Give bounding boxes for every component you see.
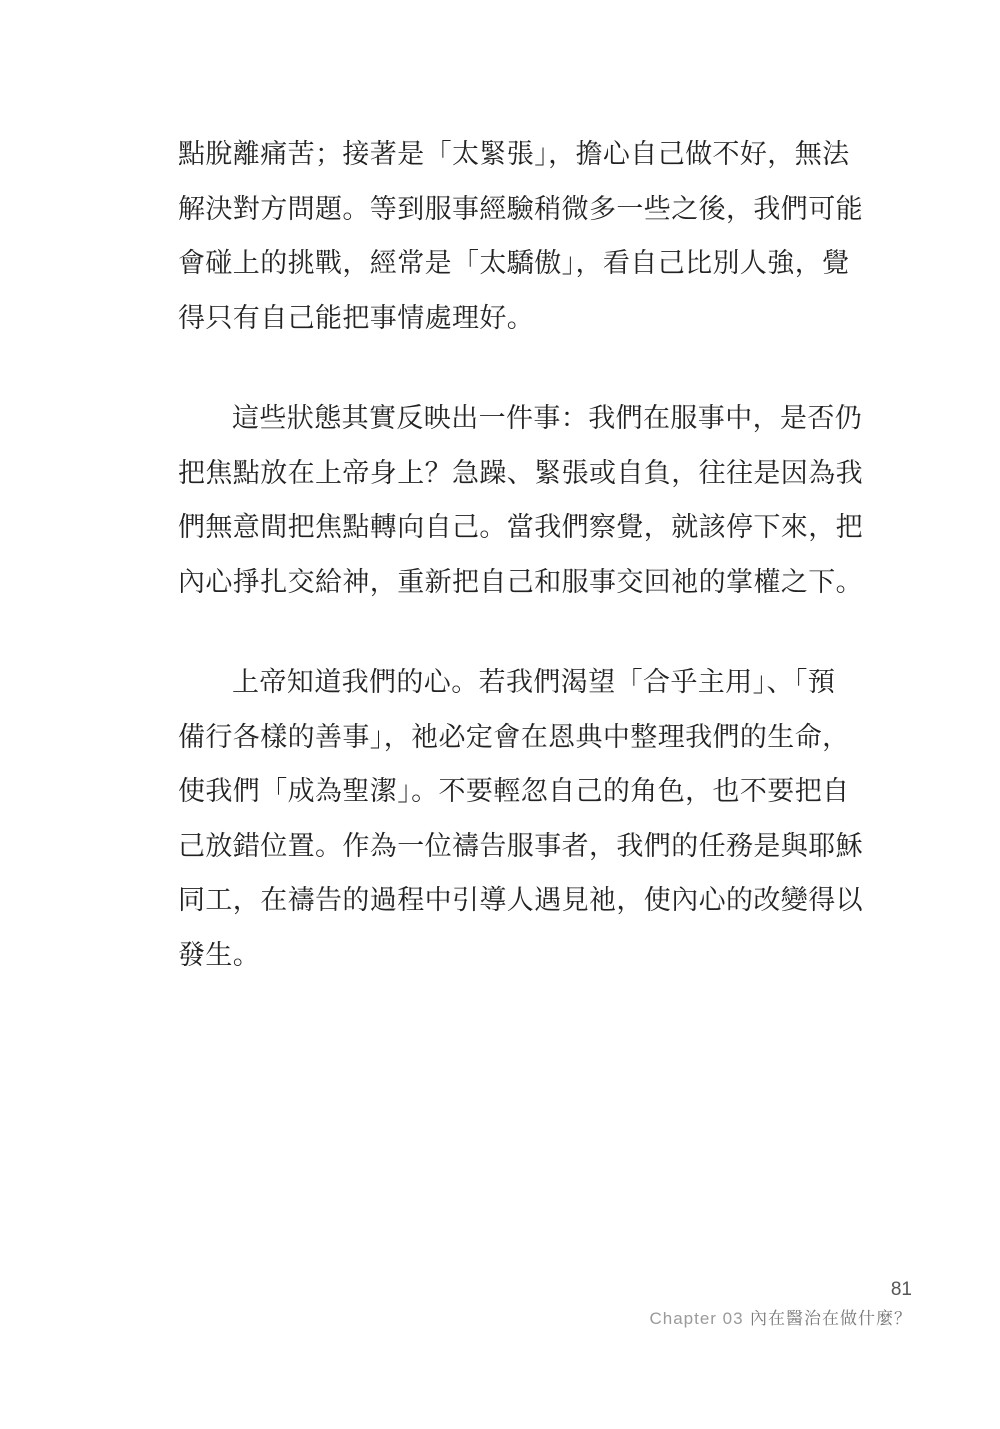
chapter-label: Chapter 03 <box>649 1309 744 1328</box>
page-footer <box>649 1276 912 1334</box>
text-line: 使我們「成為聖潔」。不要輕忽自己的角色，也不要把自 <box>178 776 850 807</box>
text-line: 這些狀態其實反映出一件事：我們在服事中，是否仍 <box>232 403 863 434</box>
page-number: 81 <box>890 1279 912 1300</box>
text-line: 備行各樣的善事」，祂必定會在恩典中整理我們的生命， <box>178 721 850 753</box>
paragraph-gap <box>178 610 868 656</box>
text-line: 發生。 <box>178 939 261 971</box>
text-line: 點脫離痛苦；接著是「太緊張」，擔心自己做不好，無法 <box>178 139 850 170</box>
text-line: 同工，在禱告的過程中引導人遇見祂，使內心的改變得以 <box>178 885 863 916</box>
text-line: 己放錯位置。作為一位禱告服事者，我們的任務是與耶穌 <box>178 830 863 862</box>
text-line: 解決對方問題。等到服事經驗稍微多一些之後，我們可能 <box>178 193 863 225</box>
paragraph-1 <box>178 128 868 346</box>
text-line: 們無意間把焦點轉向自己。當我們察覺，就該停下來，把 <box>178 512 863 543</box>
text-line: 上帝知道我們的心。若我們渴望「合乎主用」、「預 <box>232 667 836 698</box>
paragraph-3 <box>178 656 868 983</box>
chapter-title: 內在醫治在做什麼？ <box>750 1309 912 1329</box>
text-line: 得只有自己能把事情處理好。 <box>178 302 535 334</box>
paragraph-gap <box>178 346 868 392</box>
text-line: 會碰上的挑戰，經常是「太驕傲」，看自己比別人強，覺 <box>178 248 850 279</box>
page-body-text <box>178 128 868 983</box>
text-line: 把焦點放在上帝身上？急躁、緊張或自負，往往是因為我 <box>178 457 863 489</box>
paragraph-2 <box>178 392 868 610</box>
text-line: 內心掙扎交給神，重新把自己和服事交回祂的掌權之下。 <box>178 566 863 598</box>
running-head <box>649 1304 912 1334</box>
